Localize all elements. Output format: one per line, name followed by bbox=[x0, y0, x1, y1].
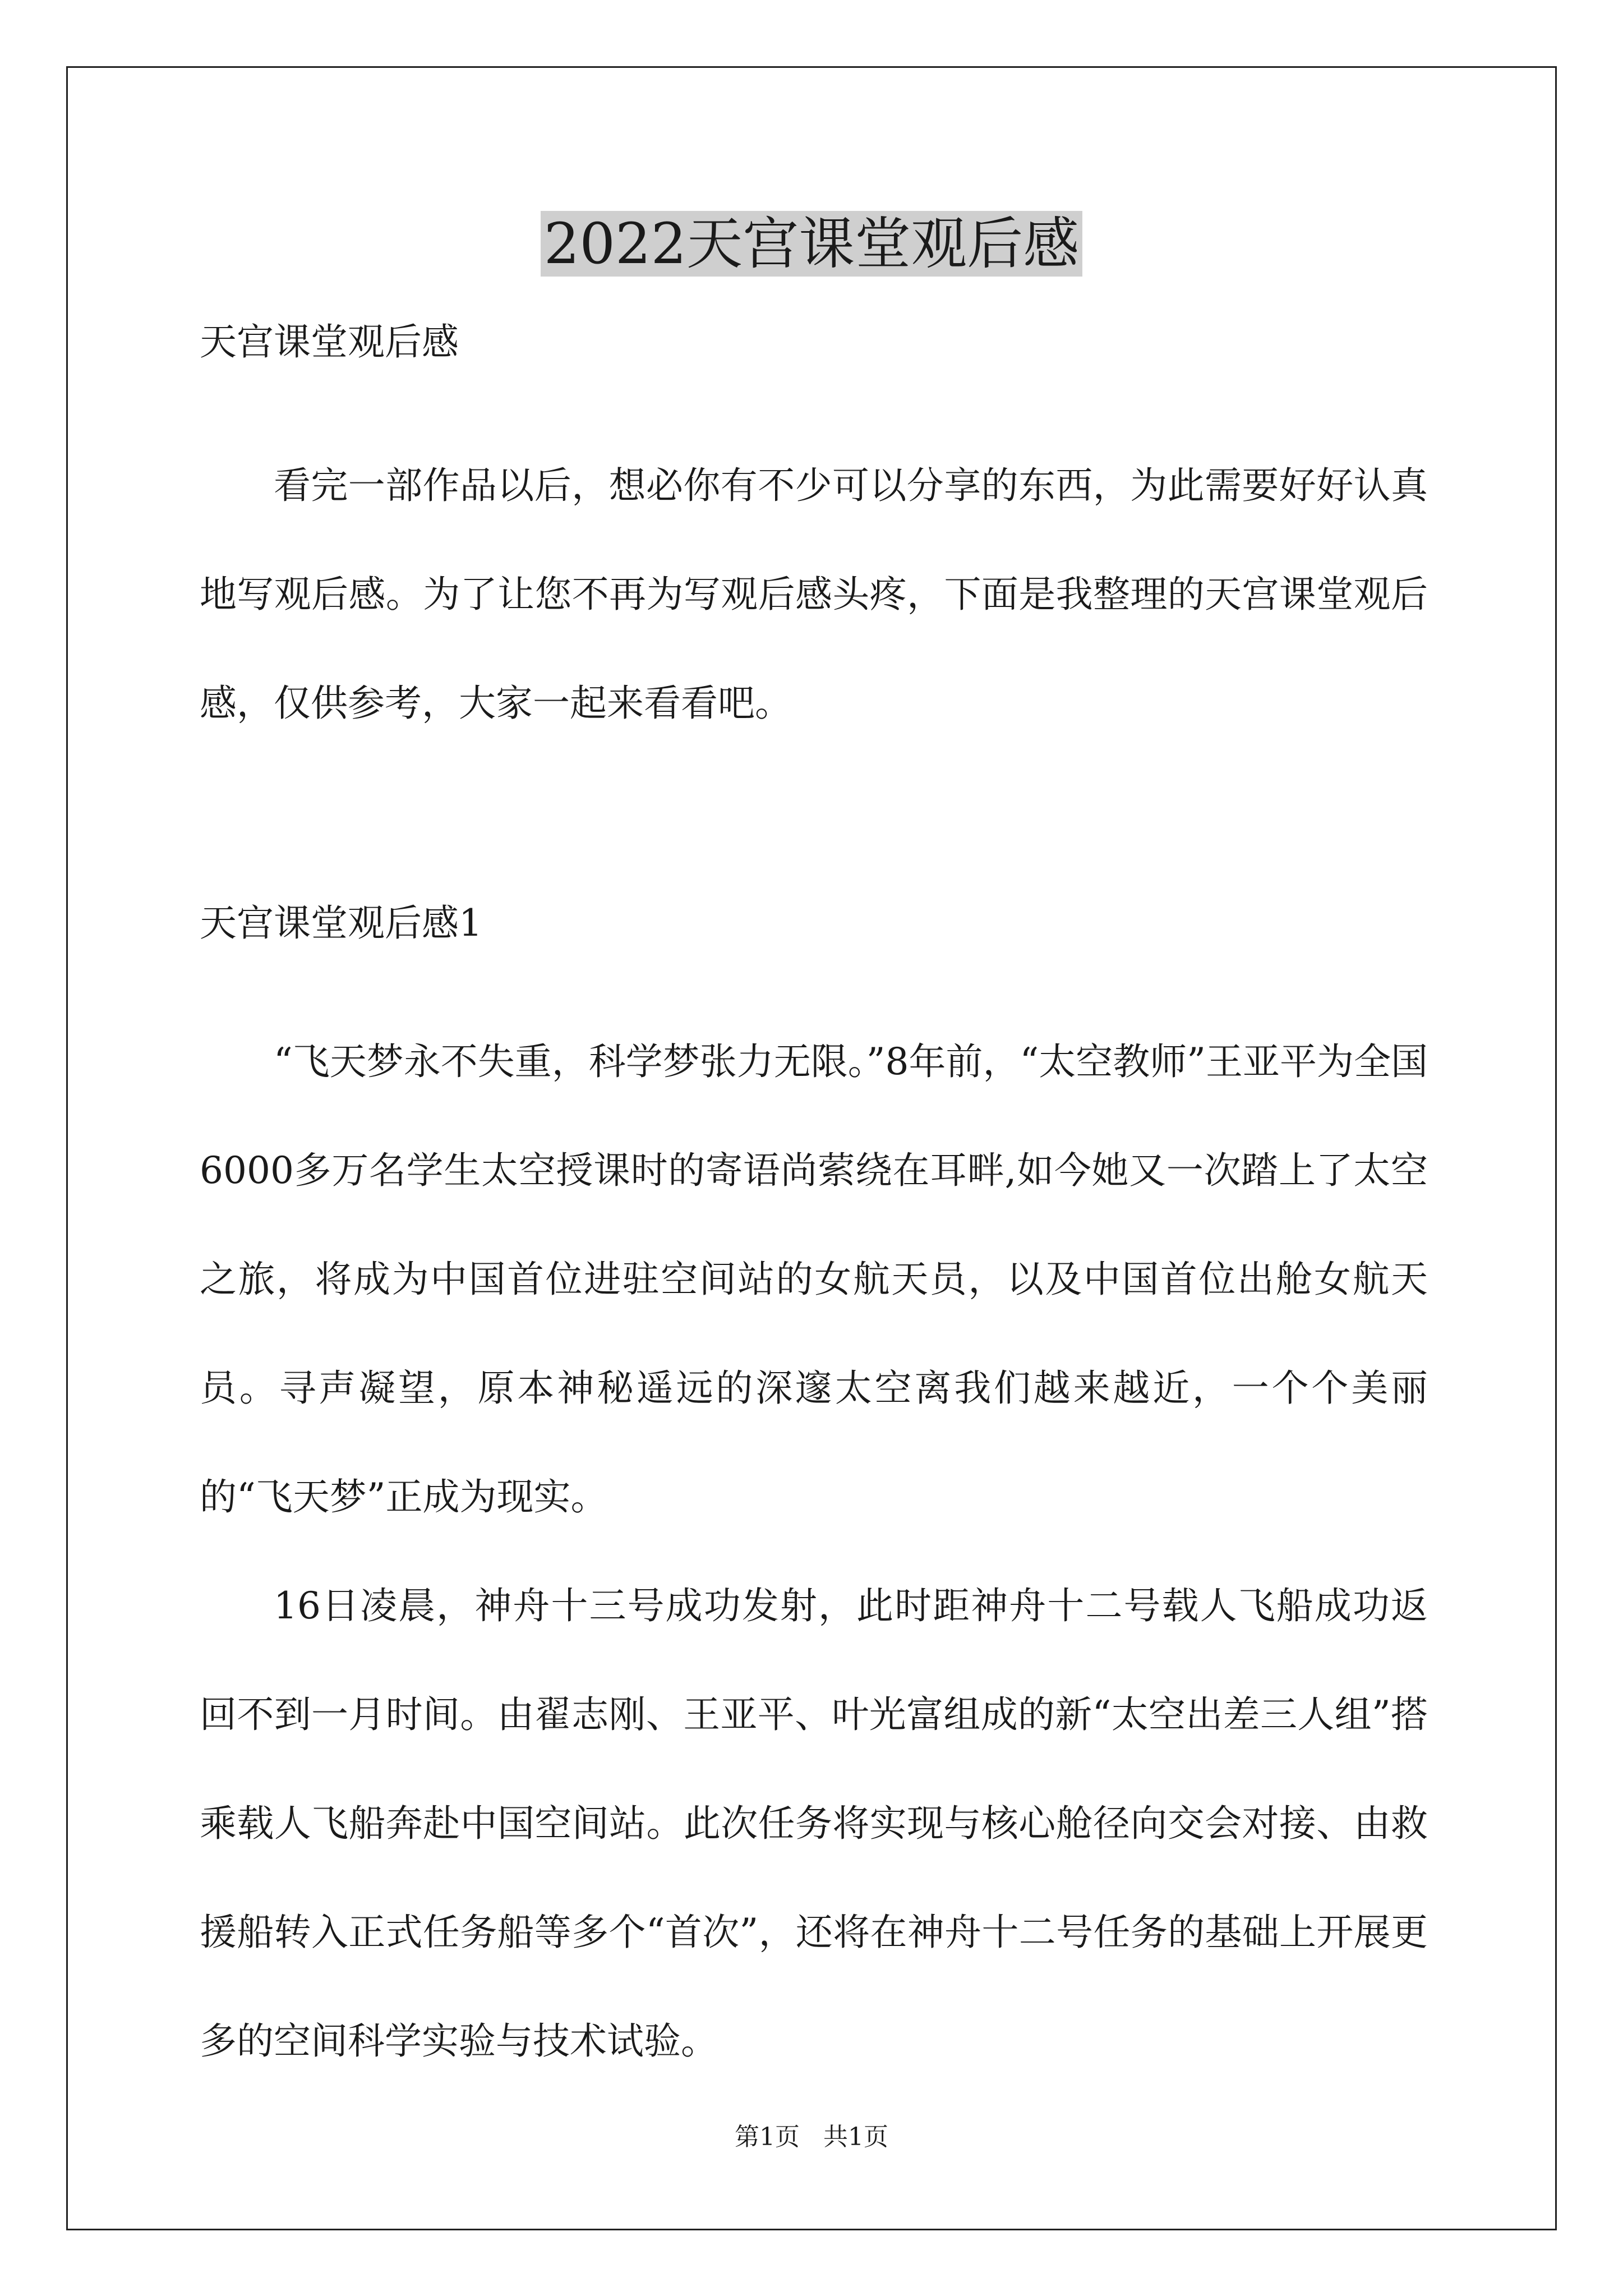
intro-paragraph: 看完一部作品以后，想必你有不少可以分享的东西，为此需要好好认真地写观后感。为了让您不再为写观后感头疼，下面是我整理的天宫课堂观后感，仅供参考，大家一起来看看吧。 bbox=[200, 464, 1428, 725]
page-footer: 第1页 共1页 bbox=[735, 2123, 888, 2151]
document-title bbox=[0, 205, 1623, 283]
document-title-text: 2022天宫课堂观后感 bbox=[541, 211, 1083, 277]
section-heading-essay-1: 天宫课堂观后感1 bbox=[200, 901, 482, 945]
body-paragraph-1: “飞天梦永不失重，科学梦张力无限。”8年前，“太空教师”王亚平为全国6000多万名学生太空授课时的寄语尚萦绕在耳畔,如今她又一次踏上了太空之旅，将成为中国首位进驻空间站的女航天员，以及中国首位出舱女航天员。寻声凝望，原本神秘遥远的深邃太空离我们越来越近，一个个美丽的“飞天梦”正成为现实。 bbox=[200, 1040, 1428, 1519]
section-heading-intro: 天宫课堂观后感 bbox=[200, 320, 459, 364]
body-paragraph-2: 16日凌晨，神舟十三号成功发射，此时距神舟十二号载人飞船成功返回不到一月时间。由翟志刚、王亚平、叶光富组成的新“太空出差三人组”搭乘载人飞船奔赴中国空间站。此次任务将实现与核心舱径向交会对接、由救援船转入正式任务船等多个“首次”，还将在神舟十二号任务的基础上开展更多的空间科学实验与技术试验。 bbox=[200, 1584, 1428, 2063]
document-body bbox=[200, 317, 1428, 2096]
